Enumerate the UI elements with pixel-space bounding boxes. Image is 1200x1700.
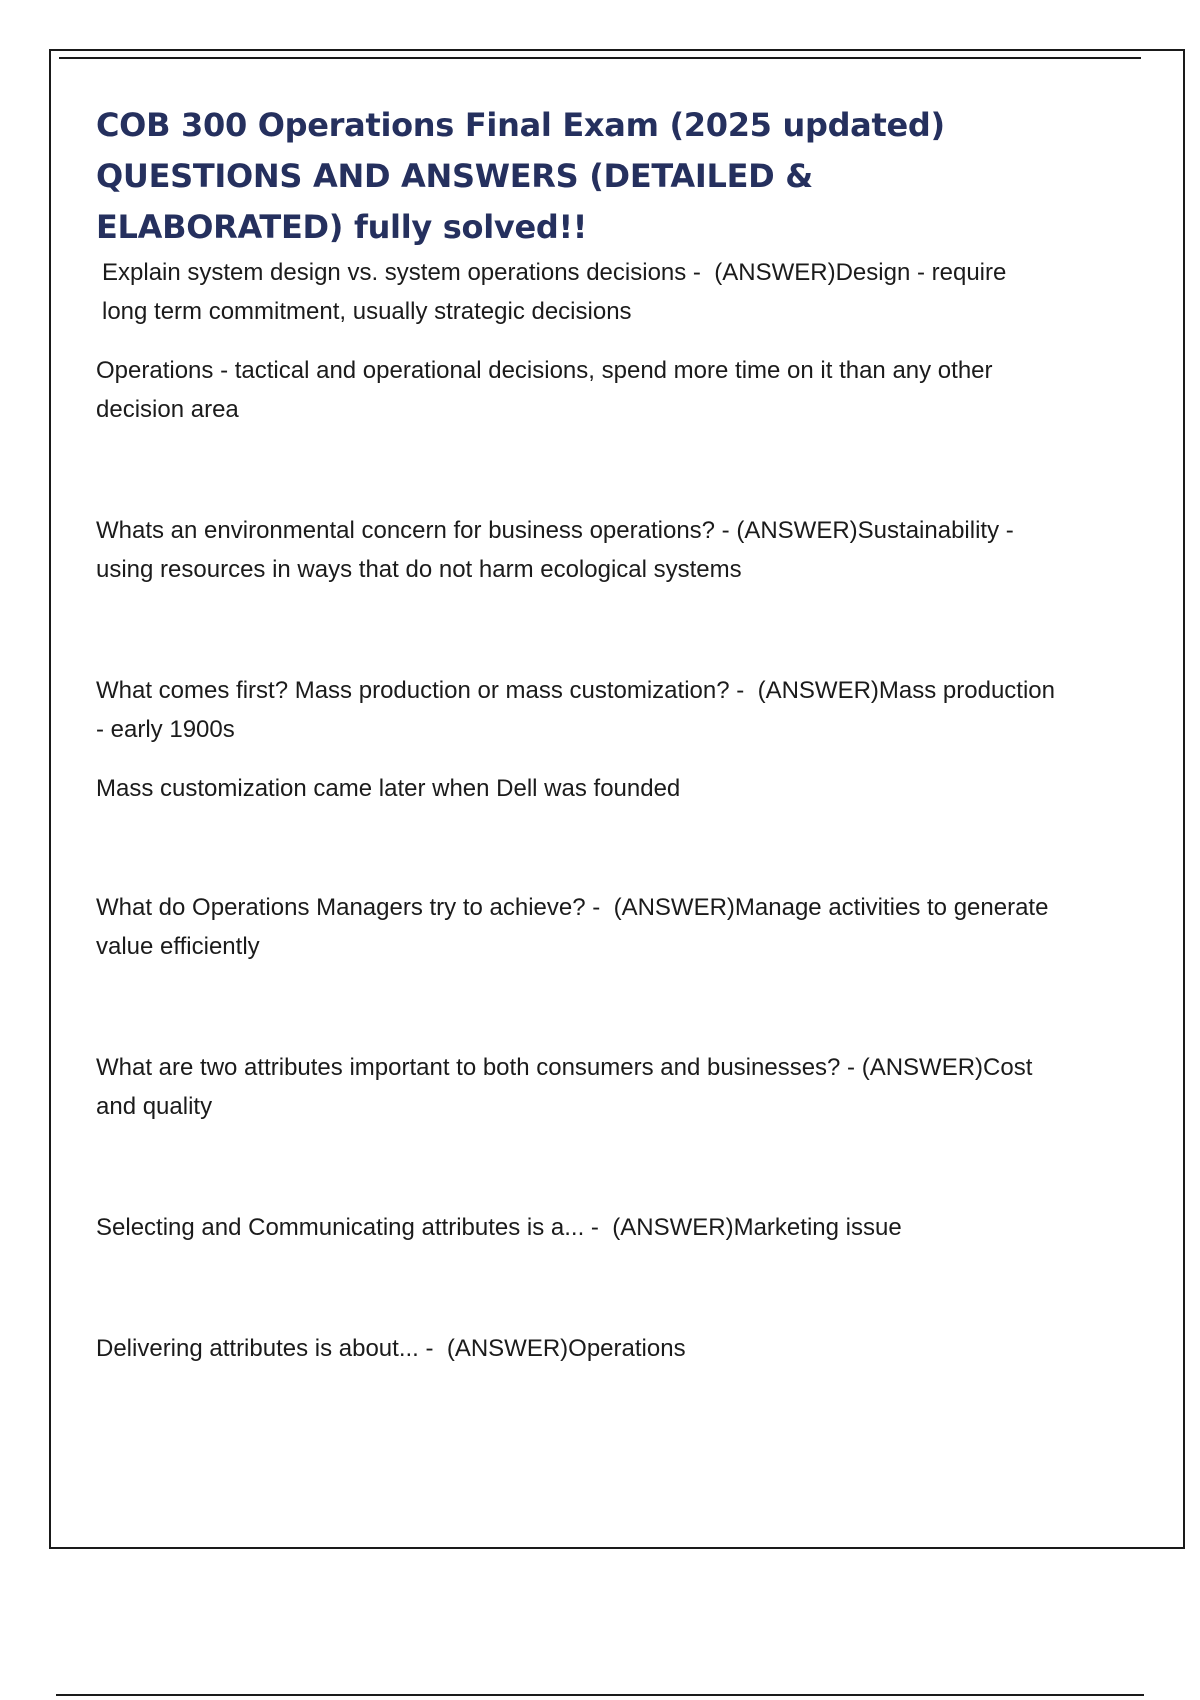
question-text: What comes first? Mass production or mass customization? - <box>96 677 745 704</box>
qa-item-5 <box>96 1048 1056 1126</box>
question-text: What do Operations Managers try to achieve? - <box>96 894 601 921</box>
question-text: Whats an environmental concern for business operations? - <box>96 517 730 544</box>
answer-text: (ANSWER)Design - require long term commitment, usually strategic decisions <box>102 259 1007 325</box>
qa-item-4 <box>96 888 1056 966</box>
question-text: Delivering attributes is about... - <box>96 1335 434 1362</box>
document-title: COB 300 Operations Final Exam (2025 updated) QUESTIONS AND ANSWERS (DETAILED & ELABORATED) fully solved!! <box>96 106 945 246</box>
question-text: Selecting and Communicating attributes is a... - <box>96 1214 599 1241</box>
document-body <box>96 100 1056 1368</box>
answer-continuation: Mass customization came later when Dell was founded <box>96 775 681 802</box>
answer-text: (ANSWER)Sustainability - using resources in ways that do not harm ecological systems <box>96 517 1014 583</box>
question-text: What are two attributes important to both consumers and businesses? - <box>96 1054 856 1081</box>
question-text: Explain system design vs. system operations decisions - <box>102 259 701 286</box>
qa-item-3 <box>96 671 1056 749</box>
qa-item-1 <box>96 253 1056 331</box>
qa-item-7 <box>96 1329 1056 1368</box>
answer-text: (ANSWER)Marketing issue <box>612 1214 902 1241</box>
answer-text: (ANSWER)Manage activities to generate value efficiently <box>96 894 1049 960</box>
answer-continuation: Operations - tactical and operational decisions, spend more time on it than any other decision area <box>96 357 993 423</box>
answer-text: (ANSWER)Cost and quality <box>96 1054 1033 1120</box>
answer-text: (ANSWER)Operations <box>446 1335 686 1362</box>
qa-list <box>96 253 1056 1368</box>
qa-item-6 <box>96 1208 1056 1247</box>
top-divider <box>59 57 1141 59</box>
answer-text: (ANSWER)Mass production - early 1900s <box>96 677 1055 743</box>
qa-item-2 <box>96 511 1056 589</box>
bottom-divider <box>56 1694 1144 1696</box>
